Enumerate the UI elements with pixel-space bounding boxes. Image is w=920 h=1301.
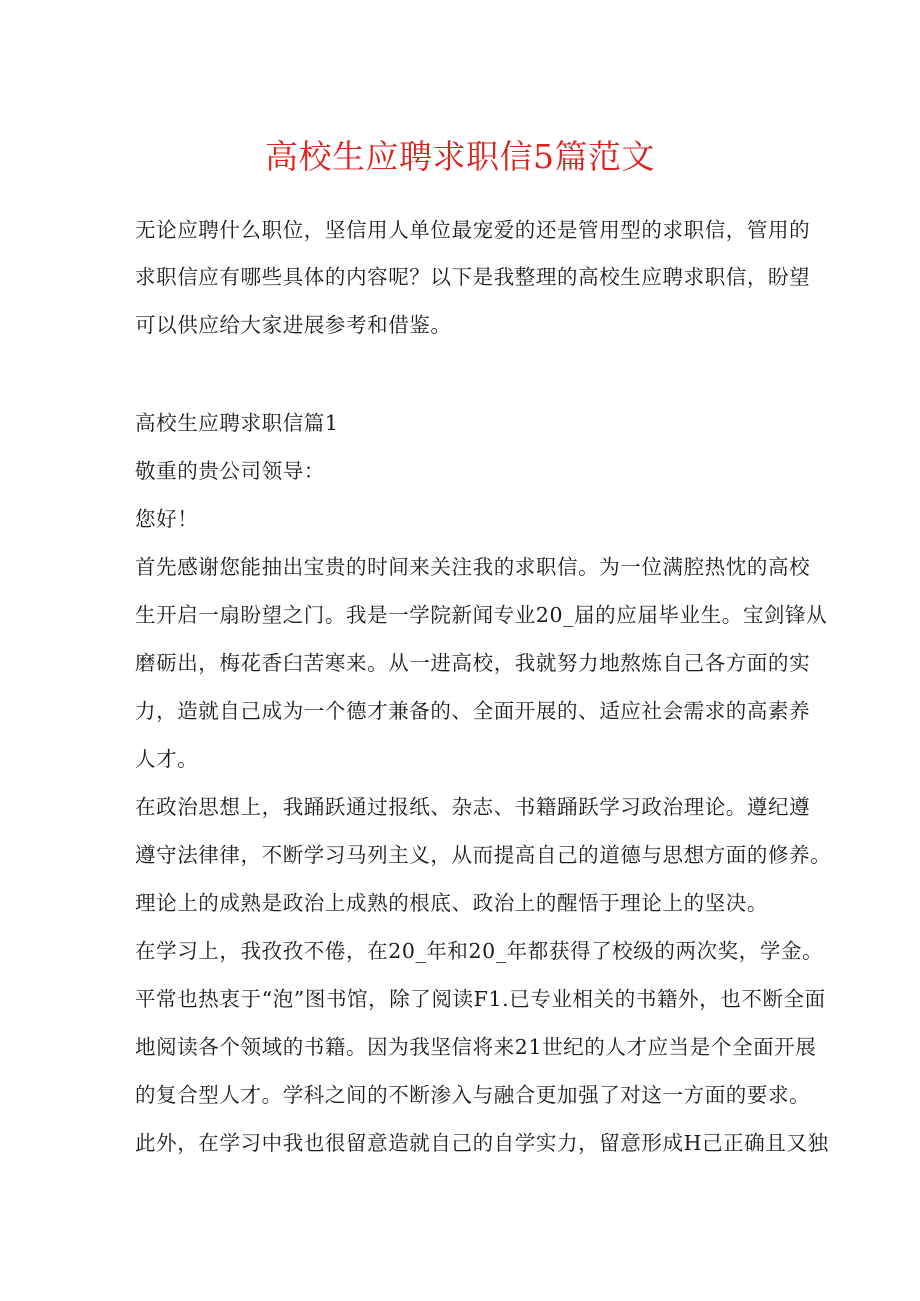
- paragraph-line: 磨砺出，梅花香臼苦寒来。从一进高校，我就努力地熬炼自己各方面的实: [135, 651, 811, 675]
- paragraph-line: 遵守法律律，不断学习马列主义，从而提高自己的道德与思想方面的修养。: [135, 843, 832, 867]
- paragraph-line: 首先感谢您能抽出宝贵的时间来关注我的求职信。为一位满腔热忱的高校: [135, 555, 811, 579]
- document-title: 高校生应聘求职信5篇范文: [265, 137, 655, 176]
- paragraph-line: 理论上的成熟是政治上成熟的根底、政治上的醒悟于理论上的坚决。: [135, 891, 768, 915]
- paragraph-line: 在政治思想上，我踊跃通过报纸、杂志、书籍踊跃学习政治理论。遵纪遵: [135, 795, 811, 819]
- salutation: 敬重的贵公司领导：: [135, 459, 325, 483]
- intro-line: 可以供应给大家进展参考和借鉴。: [135, 313, 452, 337]
- paragraph-line: 力，造就自己成为一个德才兼备的、全面开展的、适应社会需求的高素养: [135, 699, 811, 723]
- paragraph-line: 人才。: [135, 747, 199, 771]
- section-heading: 高校生应聘求职信篇1: [135, 411, 339, 435]
- greeting: 您好！: [135, 507, 199, 531]
- paragraph-line: 在学习上，我孜孜不倦，在20_年和20_年都获得了校级的两次奖，学金。: [135, 939, 824, 963]
- paragraph-line: 此外，在学习中我也很留意造就自己的自学实力，留意形成H己正确且又独: [135, 1131, 829, 1155]
- intro-line: 求职信应有哪些具体的内容呢？以下是我整理的高校生应聘求职信，盼望: [135, 265, 811, 289]
- paragraph-line: 平常也热衷于“泡”图书馆，除了阅读F1.已专业相关的书籍外，也不断全面: [135, 987, 826, 1011]
- paragraph-line: 生开启一扇盼望之门。我是一学院新闻专业20_届的应届毕业生。宝剑锋从: [135, 603, 828, 627]
- intro-line: 无论应聘什么职位，坚信用人单位最宠爱的还是管用型的求职信，管用的: [135, 218, 811, 242]
- paragraph-line: 的复合型人才。学科之间的不断渗入与融合更加强了对这一方面的要求。: [135, 1083, 811, 1107]
- paragraph-line: 地阅读各个领域的书籍。因为我坚信将来21世纪的人才应当是个全面开展: [135, 1035, 817, 1059]
